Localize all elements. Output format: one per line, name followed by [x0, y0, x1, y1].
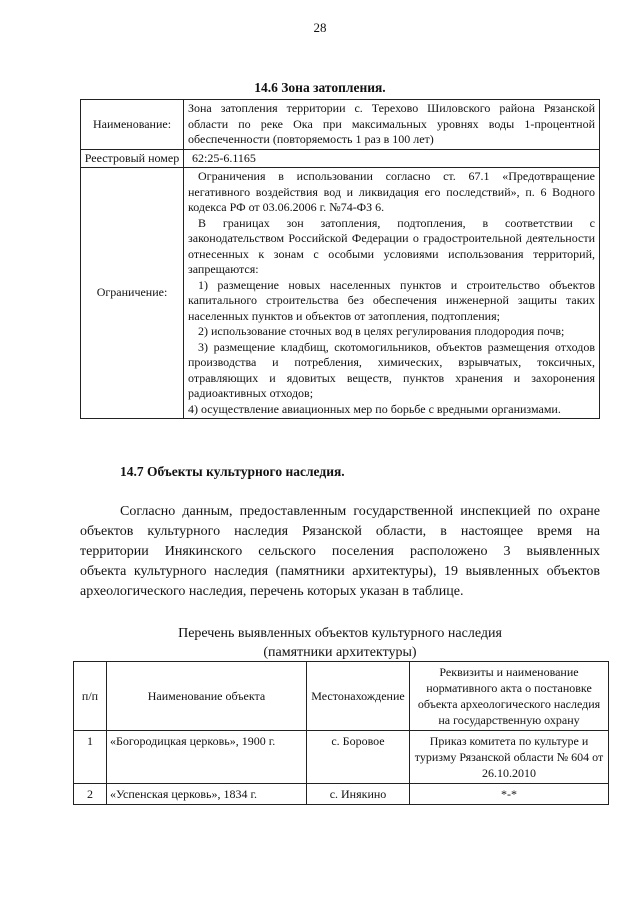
- restriction-label: Ограничение:: [81, 168, 184, 419]
- heritage-paragraph: [80, 502, 600, 602]
- paragraph-line: археологического наследия, перечень которых указан в таблице.: [80, 584, 464, 599]
- restriction-paragraph: 4) осуществление авиационных мер по борьбе с вредными организмами.: [188, 401, 561, 416]
- name-line: Зона затопления территории с. Терехово Шиловского района Рязанской: [188, 101, 595, 115]
- name-line: обеспеченности (повторяемость 1 раз в 100 лет): [188, 132, 434, 146]
- table-row: [74, 784, 609, 805]
- name-label: Наименование:: [81, 100, 184, 150]
- restriction-value: [184, 168, 600, 419]
- table-header-row: [74, 662, 609, 731]
- registry-label: Реестровый номер: [81, 149, 184, 168]
- cell-location: с. Инякино: [307, 784, 410, 805]
- cell-num: 1: [74, 731, 107, 784]
- table-row: [81, 149, 600, 168]
- header-requisites: Реквизиты и наименование нормативного акта о постановке объекта археологического наследия на государственную охрану: [410, 662, 609, 731]
- caption-line: Перечень выявленных объектов культурного наследия: [178, 626, 502, 641]
- cell-num: 2: [74, 784, 107, 805]
- table-row: [81, 100, 600, 150]
- flood-zone-section-title: 14.6 Зона затопления.: [254, 80, 386, 95]
- heritage-section-title: 14.7 Объекты культурного наследия.: [120, 464, 345, 479]
- table-row: [81, 168, 600, 419]
- paragraph-line: объекта культурного наследия (памятники архитектуры), 19 выявленных объектов: [80, 564, 600, 579]
- paragraph-line: Согласно данным, предоставленным государственной инспекцией по охране: [120, 504, 600, 519]
- header-location: Местонахождение: [307, 662, 410, 731]
- restriction-paragraph: 3) размещение кладбищ, скотомогильников, объектов размещения отходов производства и потребления, химических, взрывчатых, токсичных, отравляющих и ядовитых веществ, пунктов хранения и захоронения радиоактивных отходов;: [188, 339, 595, 400]
- header-num: п/п: [74, 662, 107, 731]
- name-value: [184, 100, 600, 150]
- flood-zone-table: [80, 99, 600, 419]
- caption-line: (памятники архитектуры): [263, 645, 417, 660]
- restriction-paragraph: В границах зон затопления, подтопления, в соответствии с законодательством Российской Федерации о градостроительной деятельности отнесенных к зонам с особыми условиями использования территорий, запрещаются:: [188, 215, 595, 276]
- cell-requisites: Приказ комитета по культуре и туризму Рязанской области № 604 от 26.10.2010: [410, 731, 609, 784]
- cell-name: «Успенская церковь», 1834 г.: [107, 784, 307, 805]
- restriction-paragraph: 2) использование сточных вод в целях регулирования плодородия почв;: [198, 324, 565, 338]
- cell-name: «Богородицкая церковь», 1900 г.: [107, 731, 307, 784]
- page-number: 28: [313, 20, 327, 35]
- paragraph-line: объектов культурного наследия Рязанской области, в настоящее время на: [80, 524, 600, 539]
- paragraph-line: территории Инякинского сельского поселения расположено 3 выявленных: [80, 544, 600, 559]
- cell-location: с. Боровое: [307, 731, 410, 784]
- table-row: [74, 731, 609, 784]
- table-caption: [80, 624, 600, 662]
- name-line: области по реке Ока при максимальных уровнях воды 1-процентной: [188, 116, 595, 131]
- heritage-objects-table: [73, 661, 609, 805]
- restriction-paragraph: Ограничения в использовании согласно ст. 67.1 «Предотвращение негативного воздействия вод и ликвидация его последствий», п. 6 Водного кодекса РФ от 03.06.2006 г. №74-ФЗ 6.: [188, 169, 595, 214]
- header-name: Наименование объекта: [107, 662, 307, 731]
- registry-value: 62:25-6.1165: [184, 149, 600, 168]
- cell-requisites: *-*: [410, 784, 609, 805]
- restriction-paragraph: 1) размещение новых населенных пунктов и строительство объектов капитального строительства без обеспечения инженерной защиты таких населенных пунктов и объектов от затопления, подтопления;: [188, 277, 595, 323]
